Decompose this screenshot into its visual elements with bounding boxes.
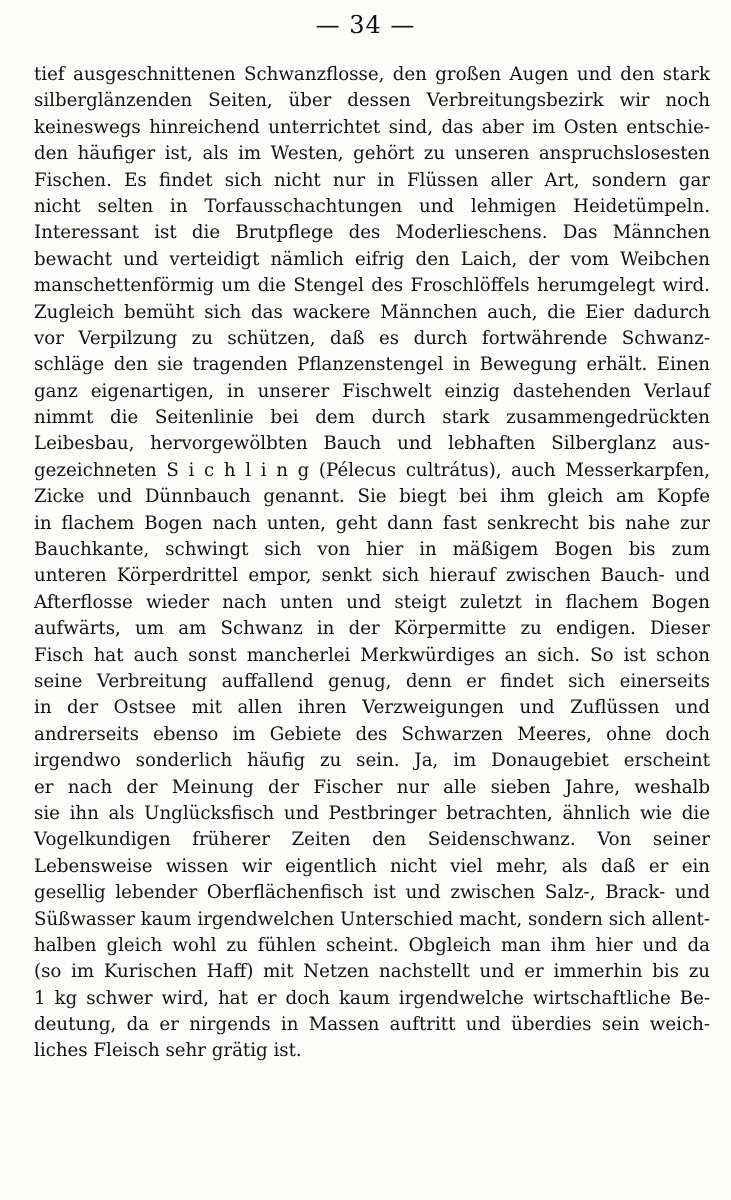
text-line: sie ihn als Unglücksfisch und Pestbringer betrachten, ähnlich wie die — [34, 802, 710, 824]
text-line: Fischen. Es findet sich nicht nur in Flüssen aller Art, sondern gar — [34, 169, 710, 191]
page-number: — 34 — — [315, 11, 416, 39]
text-line: 1 kg schwer wird, hat er doch kaum irgendwelche wirtschaftliche Be- — [34, 987, 710, 1009]
text-line: Zicke und Dünnbauch genannt. Sie biegt bei ihm gleich am Kopfe — [34, 486, 710, 508]
text-line: vor Verpilzung zu schützen, daß es durch fortwährende Schwanz- — [34, 327, 710, 349]
text-line: gezeichneten S i c h l i n g (Pélecus cultrátus), auch Messerkarpfen, — [34, 459, 710, 481]
text-line: nimmt die Seitenlinie bei dem durch stark zusammengedrückten — [34, 407, 710, 429]
text-line: Vogelkundigen früherer Zeiten den Seidenschwanz. Von seiner — [34, 829, 710, 851]
text-line: manschettenförmig um die Stengel des Froschlöffels herumgelegt wird. — [34, 275, 710, 297]
text-line: Afterflosse wieder nach unten und steigt zuletzt in flachem Bogen — [34, 591, 710, 613]
text-line: Süßwasser kaum irgendwelchen Unterschied macht, sondern sich allent- — [34, 908, 710, 930]
text-line: in flachem Bogen nach unten, geht dann fast senkrecht bis nahe zur — [34, 512, 710, 534]
text-line: Bauchkante, schwingt sich von hier in mäßigem Bogen bis zum — [34, 539, 710, 561]
text-line: irgendwo sonderlich häufig zu sein. Ja, im Donaugebiet erscheint — [34, 750, 710, 772]
text-line: schläge den sie tragenden Pflanzenstengel in Bewegung erhält. Einen — [34, 354, 710, 376]
text-line: liches Fleisch sehr grätig ist. — [34, 1040, 302, 1062]
text-line: nicht selten in Torfausschachtungen und lehmigen Heidetümpeln. — [34, 195, 710, 217]
text-line: (so im Kurischen Haff) mit Netzen nachstellt und er immerhin bis zu — [34, 961, 710, 983]
text-line: seine Verbreitung auffallend genug, denn er findet sich einerseits — [34, 670, 710, 692]
text-line: tief ausgeschnittenen Schwanzflosse, den großen Augen und den stark — [34, 64, 710, 85]
text-line: halben gleich wohl zu fühlen scheint. Obgleich man ihm hier und da — [34, 934, 710, 956]
text-line: Lebensweise wissen wir eigentlich nicht viel mehr, als daß er ein — [34, 855, 710, 877]
text-line: Zugleich bemüht sich das wackere Männchen auch, die Eier dadurch — [34, 301, 710, 323]
text-line: er nach der Meinung der Fischer nur alle sieben Jahre, weshalb — [34, 776, 710, 798]
text-line: aufwärts, um am Schwanz in der Körpermitte zu endigen. Dieser — [34, 618, 710, 640]
text-line: bewacht und verteidigt nämlich eifrig den Laich, der vom Weibchen — [34, 248, 710, 270]
text-line: in der Ostsee mit allen ihren Verzweigungen und Zuflüssen und — [34, 697, 710, 719]
text-line: den häufiger ist, als im Westen, gehört zu unseren anspruchslosesten — [34, 143, 710, 165]
text-line: silberglänzenden Seiten, über dessen Verbreitungsbezirk wir noch — [34, 90, 710, 112]
text-line: Leibesbau, hervorgewölbten Bauch und lebhaften Silberglanz aus- — [34, 433, 710, 455]
text-line: Fisch hat auch sonst mancherlei Merkwürdiges an sich. So ist schon — [34, 644, 710, 666]
text-line: gesellig lebender Oberflächenfisch ist und zwischen Salz-, Brack- und — [34, 882, 710, 904]
body-text — [34, 62, 710, 1065]
text-line: ganz eigenartigen, in unserer Fischwelt einzig dastehenden Verlauf — [34, 380, 710, 402]
text-line: deutung, da er nirgends in Massen auftritt und überdies sein weich- — [34, 1014, 710, 1036]
text-line: unteren Körperdrittel empor, senkt sich hierauf zwischen Bauch- und — [34, 565, 710, 587]
text-line: keineswegs hinreichend unterrichtet sind, das aber im Osten entschie- — [34, 116, 710, 138]
text-line: andrerseits ebenso im Gebiete des Schwarzen Meeres, ohne doch — [34, 723, 710, 745]
text-line: Interessant ist die Brutpflege des Moderlieschens. Das Männchen — [34, 222, 710, 244]
